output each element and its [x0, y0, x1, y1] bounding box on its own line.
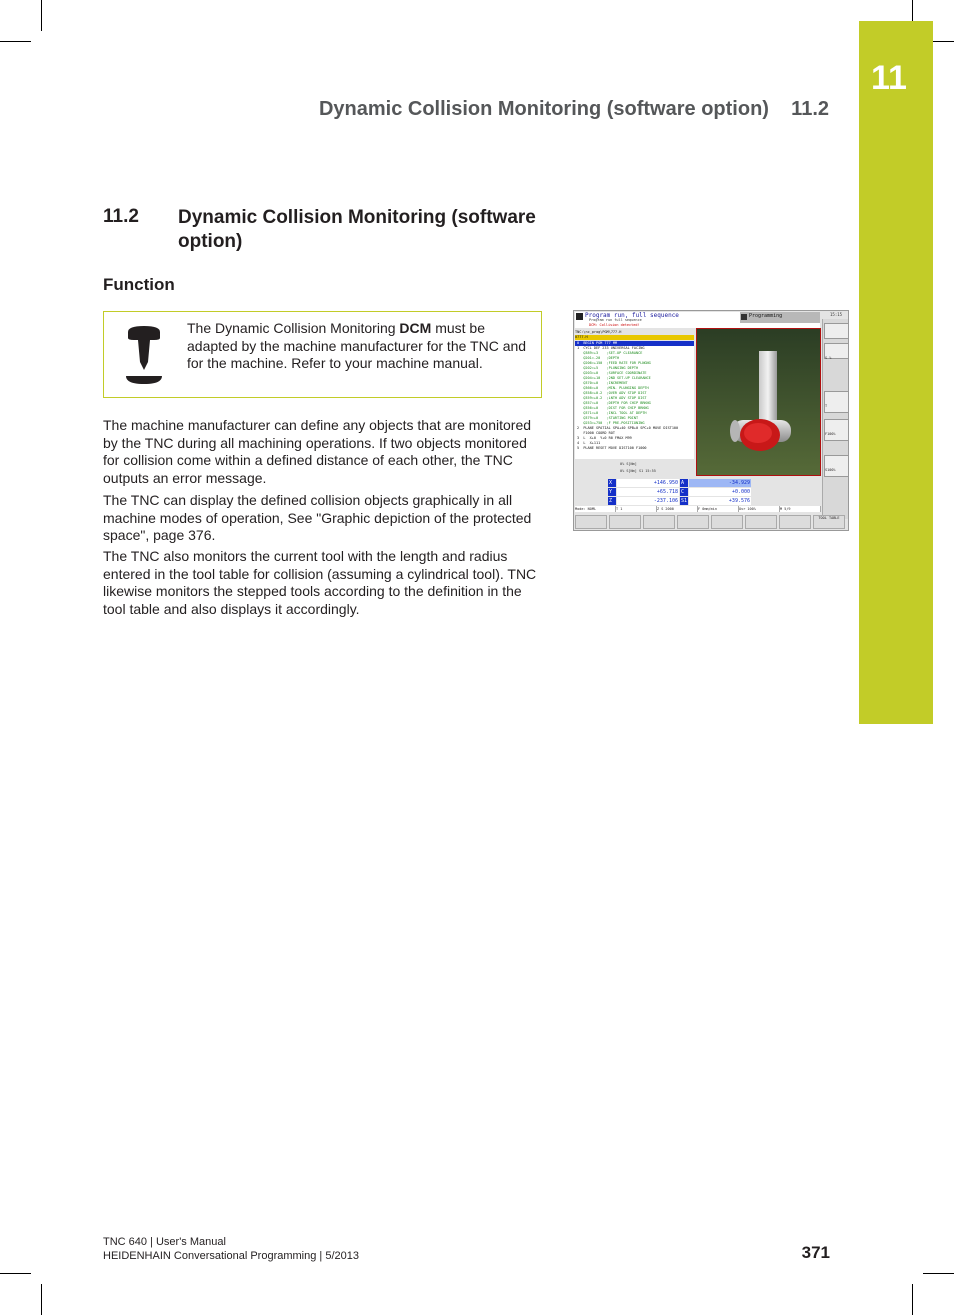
error-line: DCM: Collision detected!	[589, 323, 640, 327]
status-field: F 0mm/min	[698, 506, 739, 512]
program-line[interactable]: Q204=+10 ;2ND SET-UP CLEARANCE	[577, 376, 651, 380]
program-line[interactable]: 3 L X+0 Y+0 R0 FMAX M99	[577, 436, 632, 440]
crop-mark	[41, 1284, 42, 1315]
position-row	[608, 488, 750, 496]
sub-mode: Program run full sequence	[589, 318, 642, 322]
status-field: Mode: NOML	[575, 506, 616, 512]
side-key-t[interactable]: T	[824, 391, 849, 413]
machine-manufacturer-icon	[124, 324, 164, 386]
paragraph: The TNC can display the defined collision objects graphically in all machine modes of operation, See "Graphic depiction of the protected space", page 376.	[103, 492, 532, 543]
position-cell: S1	[681, 498, 688, 504]
position-cell: +146.950	[617, 479, 679, 487]
status-field: Ovr 100%	[739, 506, 780, 512]
side-key-m[interactable]	[824, 323, 849, 339]
softkey[interactable]	[711, 515, 743, 529]
collision-view	[696, 328, 821, 476]
position-row	[608, 479, 750, 487]
paragraph: The machine manufacturer can define any objects that are monitored by the TNC during all machining operations. If two objects monitored for collision come within a defined distance of each other, the TNC outputs an error message.	[103, 417, 532, 486]
program-line[interactable]: F1000 COORD ROT	[577, 431, 615, 435]
file-path: TNC:\nc_prog\PGM\777.H	[575, 330, 622, 334]
position-cell: X	[608, 479, 616, 487]
position-cell: +39.576	[689, 497, 751, 505]
side-key-s[interactable]: S %	[824, 343, 849, 359]
program-line[interactable]: Q202=+5 ;PLUNGING DEPTH	[577, 366, 639, 370]
program-line[interactable]: Q357=+0 ;DEPTH FOR CHIP BRKNG	[577, 401, 651, 405]
footer-line-2: HEIDENHAIN Conversational Programming | 5/2013	[103, 1250, 359, 1262]
position-cell: +0.000	[689, 488, 751, 496]
program-line[interactable]: Q371=+0 ;INCL TOOL AT DEPTH	[577, 411, 647, 415]
paragraph: The TNC also monitors the current tool with the length and radius entered in the tool table for collision (assuming a cylindrical tool). TNC likewise monitors the stepped tools according to the definition in the tool table and also displays it accordingly.	[103, 548, 537, 617]
softkey[interactable]	[609, 515, 641, 529]
program-line[interactable]: Q359=+0.2 ;LNTH ADV STOP DIST	[577, 396, 647, 400]
crop-mark	[41, 0, 42, 31]
program-line[interactable]: Q356=+0 ;DIST FOR CHIP BRKNG	[577, 406, 649, 410]
position-cell: -237.106	[617, 497, 679, 505]
program-line[interactable]: 0 BEGIN PGM 777 MM	[575, 341, 694, 346]
mode-icon	[576, 313, 583, 320]
status-line-2: 0% S[Nm] S1 15:55	[620, 469, 656, 473]
softkey[interactable]: TOOL TABLE	[813, 515, 845, 529]
program-listing[interactable]	[575, 341, 694, 459]
programming-tab: Programming	[740, 312, 820, 323]
status-line-1: 0% S[Nm]	[620, 462, 637, 466]
program-line[interactable]: Q370=+0 ;INCREMENT	[577, 381, 628, 385]
section-title: Dynamic Collision Monitoring (software option)	[178, 207, 536, 252]
programming-icon	[741, 314, 747, 320]
status-bar	[575, 506, 821, 512]
collision-graphic	[697, 329, 820, 475]
tnc-screenshot	[573, 310, 849, 531]
footer-line-1: TNC 640 | User's Manual	[103, 1236, 226, 1248]
position-cell: -34.929	[689, 479, 751, 487]
position-cell: A	[680, 479, 688, 487]
crop-mark	[0, 1273, 31, 1274]
status-field: M 5/9	[780, 506, 821, 512]
page-number: 371	[801, 1243, 830, 1262]
program-line[interactable]: Q201=-20 ;DEPTH	[577, 356, 620, 360]
softkey[interactable]	[643, 515, 675, 529]
note-box	[103, 311, 542, 398]
crop-mark	[923, 1273, 954, 1274]
crop-mark	[0, 41, 31, 42]
softkey[interactable]	[575, 515, 607, 529]
program-line[interactable]: Q203=+0 ;SURFACE COORDINATE	[577, 371, 647, 375]
program-name-bar: 0777.H	[575, 335, 694, 340]
softkey[interactable]	[677, 515, 709, 529]
program-line[interactable]: Q253=+750 ;F PRE-POSITIONING	[577, 421, 645, 425]
status-field: Z S 2000	[657, 506, 698, 512]
program-line[interactable]: 4 L X+111	[577, 441, 601, 445]
softkey-row	[575, 515, 847, 530]
subheading: Function	[103, 275, 175, 294]
side-key-f[interactable]: F100%	[824, 419, 849, 441]
position-cell: Y	[608, 488, 616, 496]
softkey[interactable]	[745, 515, 777, 529]
crop-mark	[912, 1284, 913, 1315]
chapter-tab	[859, 21, 933, 724]
program-line[interactable]: 1 CYCL DEF 233 UNIVERSAL FACING	[577, 346, 645, 350]
program-line[interactable]: Q389=+3 ;SET-UP CLEARANCE	[577, 351, 643, 355]
side-panel	[822, 319, 849, 519]
status-field: T 1	[616, 506, 657, 512]
section-number: 11.2	[103, 206, 139, 227]
position-cell: Z	[608, 497, 616, 505]
program-line[interactable]: Q379=+0 ;STARTING POINT	[577, 416, 639, 420]
position-display	[608, 479, 750, 506]
mode-title: Program run, full sequence	[585, 312, 679, 319]
chapter-number: 11	[871, 59, 907, 97]
running-head: Dynamic Collision Monitoring (software option) 11.2	[318, 98, 829, 120]
note-text: The Dynamic Collision Monitoring DCM must be adapted by the machine manufacturer for the TNC and for the machine. Refer to your machine manual.	[187, 320, 527, 371]
position-cell: +65.718	[617, 488, 679, 496]
softkey[interactable]	[779, 515, 811, 529]
position-cell: C	[680, 488, 688, 496]
clock: 15:15	[830, 312, 843, 317]
program-line[interactable]: Q206=+150 ;FEED RATE FOR PLNGNG	[577, 361, 651, 365]
program-line[interactable]: 2 PLANE SPATIAL SPA+40 SPB+0 SPC+0 MOVE DIST100	[577, 426, 679, 430]
program-line[interactable]: Q358=+0.2 ;OVER ADV STOP DIST	[577, 391, 647, 395]
program-line[interactable]: Q366=+0 ;MIN. PLUNGING DEPTH	[577, 386, 649, 390]
side-key-s100[interactable]: S100%	[824, 455, 849, 477]
program-line[interactable]: 5 PLANE RESET MOVE DIST100 F1000	[577, 446, 647, 450]
screen-header	[575, 312, 820, 328]
position-row	[608, 497, 750, 505]
